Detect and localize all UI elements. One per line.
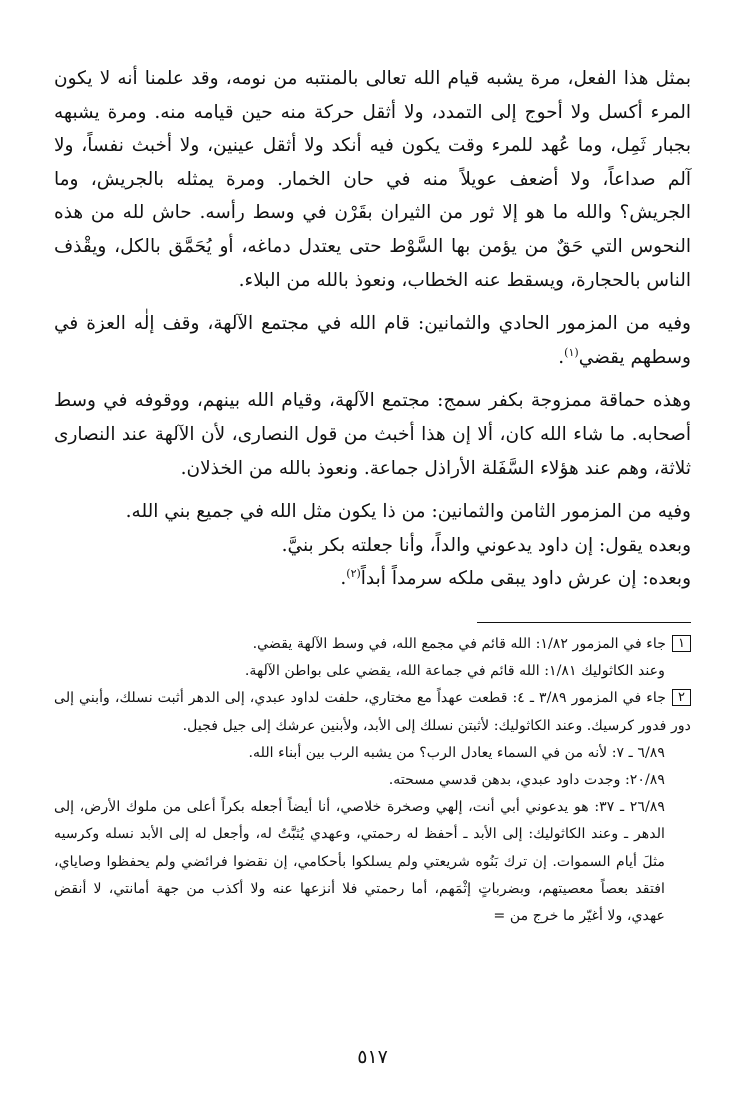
paragraph-6-text: وبعده: إن عرش داود يبقى ملكه سرمداً أبداً xyxy=(360,568,691,590)
paragraph-3: وهذه حماقة ممزوجة بكفر سمج: مجتمع الآلهة، وقيام الله بينهم، ووقوفه في وسط أصحابه. ما شاء الله كان، ألا إن هذا أخبث من قول النصارى، لأن الآلهة عند النصارى ثلاثة، وهم عند هؤلاء السَّفَلة الأراذل جماعة. ونعوذ بالله من الخذلان. xyxy=(54,390,691,479)
footnote-2-verse-20: ٢٠/٨٩: وجدت داود عبدي، بدهن قدسي مسحته. xyxy=(388,771,665,788)
footnote-ref-2: (٢) xyxy=(346,567,361,581)
paragraph-1: بمثل هذا الفعل، مرة يشبه قيام الله تعالى بالمنتبه من نومه، وقد علمنا أنه لا يكون المرء أكسل ولا أحوج إلى التمدد، ولا أثقل حركة منه حين قيامه منه. ومرة يشبهه بجبار ثَمِل، وما عُهد للمرء وقت يكون فيه أنكد ولا أثقل عينين، ولا أخبث نفساً، ولا آلم صداعاً، ولا أضعف عويلاً منه في حان الخمار. ومرة يمثله بالجريش، وما الجريش؟ والله ما هو إلا ثور من الثيران بقَرْن في وسط رأسه. حاش لله من هذه النحوس التي حَقٌ من يؤمن بها السَّوْط حتى يعتدل دماغه، أو يُحَمَّق بالكل، ويقْذف الناس بالحجارة، ويسقط عنه الخطاب، ونعوذ بالله من البلاء. xyxy=(54,68,691,291)
main-text xyxy=(54,62,691,596)
paragraph-4: وفيه من المزمور الثامن والثمانين: من ذا يكون مثل الله في جميع بني الله. xyxy=(125,501,691,523)
paragraph-5: وبعده يقول: إن داود يدعوني والداً، وأنا جعلته بكر بنيَّ. xyxy=(281,534,691,556)
paragraph-2: وفيه من المزمور الحادي والثمانين: قام الله في مجتمع الآلهة، وقف إلٰه العزة في وسطهم يقضي$^{(١)}$. xyxy=(54,313,691,368)
footnote-2-marker: ٢ xyxy=(672,689,691,706)
footnote-1-continued: وعند الكاثوليك ١/٨١: الله قائم في جماعة الله، يقضي على بواطن الآلهة. xyxy=(244,663,665,680)
footnote-2 xyxy=(54,685,691,739)
footnote-2-verse-26: ٢٦/٨٩ ـ ٣٧: هو يدعوني أبي أنت، إلهي وصخرة خلاصي، أنا أيضاً أجعله بكراً أعلى من ملوك الأرض، إلى الدهر ـ وعند الكاثوليك: إلى الأبد ـ أحفظ له رحمتي، وعهدي يُثبَّتُ له، وأجعل له إلى الأبد نسله وكرسيه مثلَ أيام السموات. إن ترك بَنُوه شريعتي ولم يسلكوا بأحكامي، إن نقضوا فرائضي ولم يحفظوا وصاياي، افتقد بعصاً معصيتهم، وبضرباتٍ إثْمَهم، أما رحمتي فلا أنزعها عنه ولا أكذب من جهة أمانتي، لا أنقض عهدي، ولا أغيّر ما خرج من = xyxy=(54,799,665,924)
footnote-ref-1: (١) xyxy=(564,345,579,359)
footnote-2-text: جاء في المزمور ٣/٨٩ ـ ٤: قطعت عهداً مع مختاري، حلفت لداود عبدي، إلى الدهر أثبت نسلك، وأبني إلى دور فدور كرسيك. وعند الكاثوليك: لأثبتن نسلك إلى الأبد، ولأبنين عرشك إلى جيل فجيل. xyxy=(54,690,691,734)
footnote-2-verse-6: ٦/٨٩ ـ ٧: لأنه من في السماء يعادل الرب؟ من يشبه الرب بين أبناء الله. xyxy=(248,744,665,761)
paragraph-2-text: وفيه من المزمور الحادي والثمانين: قام الله في مجتمع الآلهة، وقف إلٰه العزة في وسطهم يقضي xyxy=(54,313,691,368)
footnotes xyxy=(54,631,691,930)
footnote-1-marker: ١ xyxy=(672,635,691,652)
footnote-1-text: جاء في المزمور ١/٨٢: الله قائم في مجمع الله، في وسط الآلهة يقضي. xyxy=(252,635,667,652)
paragraph-6: وبعده: إن عرش داود يبقى ملكه سرمداً أبداً$^{(٢)}$. xyxy=(340,567,691,590)
footnote-separator xyxy=(477,622,691,623)
footnote-1 xyxy=(54,631,691,658)
page-number: ٥١٧ xyxy=(357,1046,388,1068)
